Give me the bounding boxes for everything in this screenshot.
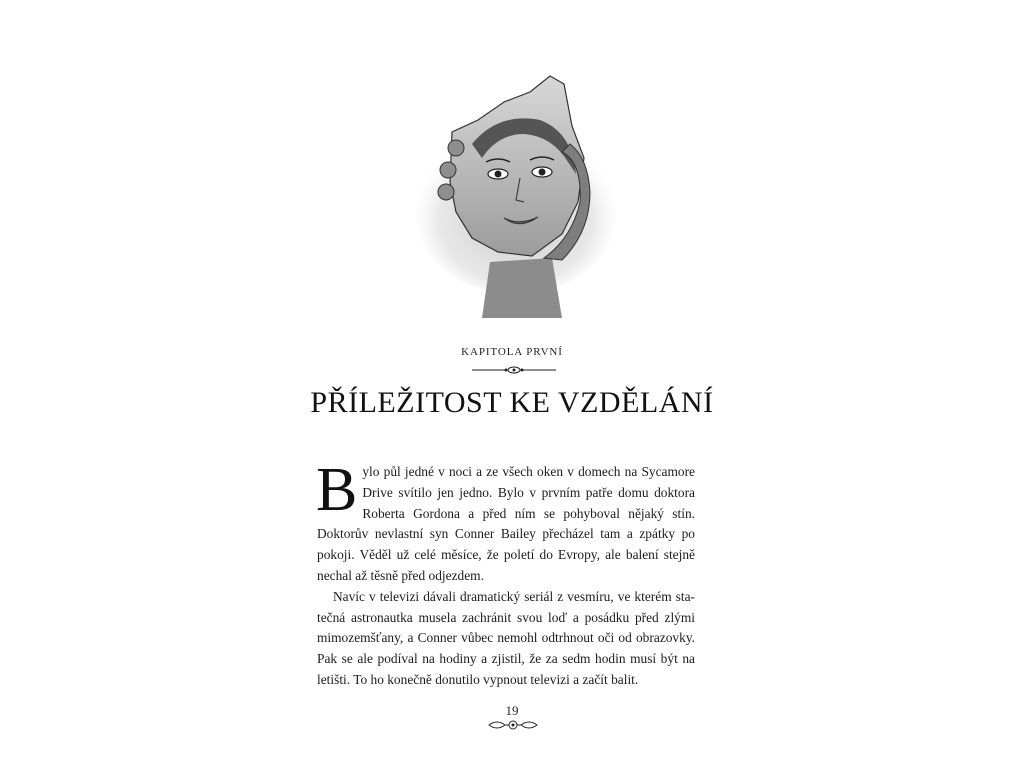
page-number: 19 (505, 703, 519, 718)
chapter-illustration (412, 62, 624, 318)
chapter-title: PŘÍLEŽITOST KE VZDĚLÁNÍ (310, 386, 714, 419)
chapter-label: KAPITOLA PRVNÍ (461, 346, 563, 358)
chapter-body (316, 456, 695, 691)
hand-holding-mask-illustration (412, 62, 624, 318)
paragraph-1-text: ylo půl jedné v noci a ze všech oken v domech na Sycamore Drive svítilo jen jedno. Bylo v prvním patře domu doktora Roberta Gordona a před ním se pohyboval nějaký stín. Doktorův nevlastní syn Conner Bailey přecházel tam a zpátky po pokoji. Věděl už celé měsíce, že poletí do Evropy, ale balení stejně nechal až těsně před odjezdem. (317, 464, 695, 583)
drop-cap: B (316, 456, 358, 524)
paragraph-2: Navíc v televizi dávali dramatický seriál z vesmíru, ve kterém statečná astronautka musela zachránit svou loď a posádku před zlými mimozemšťany, a Conner vůbec nemohl odtrhnout oči od obrazovky. Pak se ale podíval na hodiny a zjistil, že za sedm hodin musí být na letišti. To ho konečně donutilo vypnout televizi a začít balit. (317, 588, 695, 687)
page-footer-ornament (487, 719, 539, 731)
title-divider-ornament (470, 364, 558, 376)
paragraph-1 (316, 456, 695, 587)
